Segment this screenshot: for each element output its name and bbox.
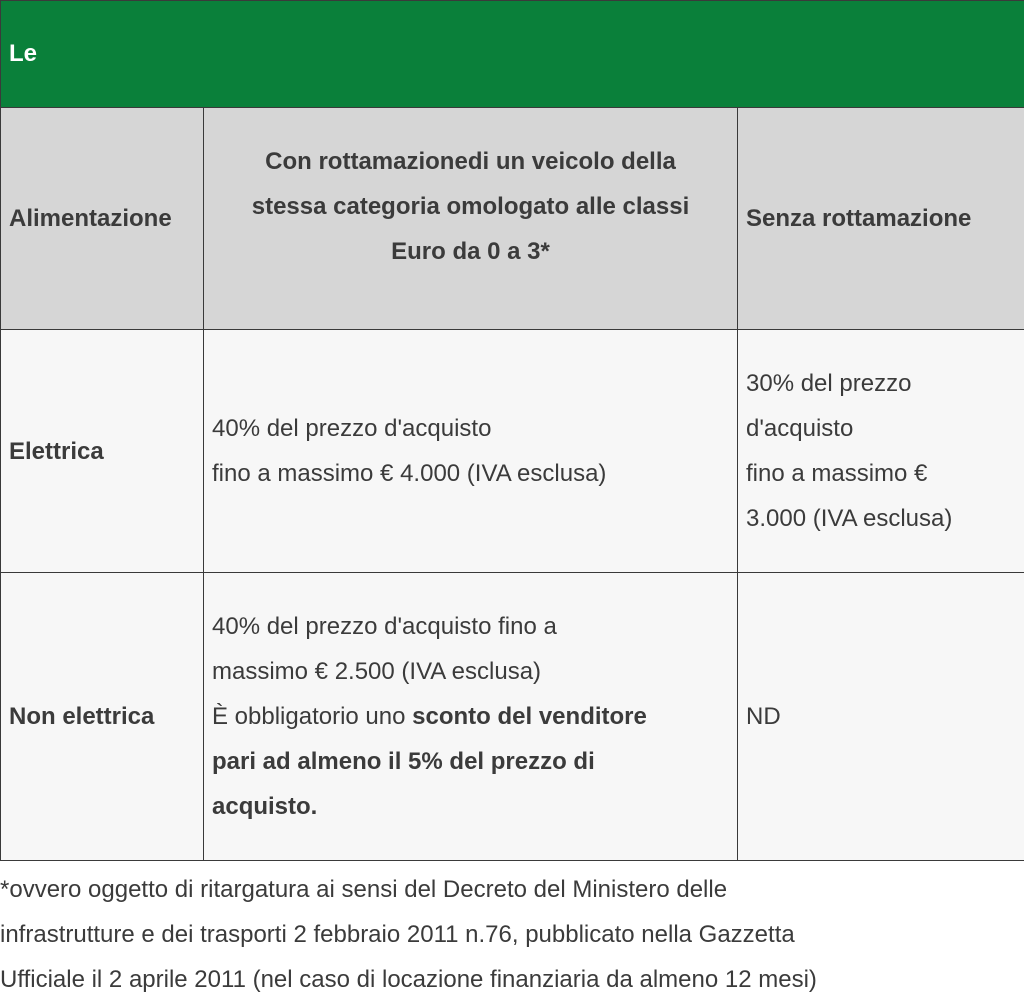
header-alimentazione: Alimentazione [1, 108, 204, 330]
cell-text-line: d'acquisto [746, 406, 1016, 451]
cell-text-line [212, 694, 729, 739]
header-con-rottamazione [204, 108, 738, 330]
footnote-line: *ovvero oggetto di ritargatura ai sensi del Decreto del Ministero delle [0, 867, 1024, 912]
cell-alimentazione-elettrica: Elettrica [1, 330, 204, 573]
cell-text-line: 40% del prezzo d'acquisto [212, 406, 729, 451]
cell-senza-rottamazione-non-elettrica: ND [738, 573, 1024, 861]
table-title-row [1, 1, 1024, 108]
cell-text-line: massimo € 2.500 (IVA esclusa) [212, 649, 729, 694]
cell-con-rottamazione-non-elettrica [204, 573, 738, 861]
table-row [1, 330, 1024, 573]
table-title: Le [1, 1, 1024, 108]
header-con-rottamazione-line: stessa categoria omologato alle classi [212, 184, 729, 229]
cell-senza-rottamazione-elettrica [738, 330, 1024, 573]
table-header-row [1, 108, 1024, 330]
header-con-rottamazione-line: Con rottamazionedi un veicolo della [212, 139, 729, 184]
header-senza-rottamazione: Senza rottamazione [738, 108, 1024, 330]
obligation-note-emphasis: pari ad almeno il 5% del prezzo di [212, 739, 729, 784]
table-row [1, 573, 1024, 861]
footnote-line: infrastrutture e dei trasporti 2 febbraio 2011 n.76, pubblicato nella Gazzetta [0, 912, 1024, 957]
footnote [0, 861, 1024, 1002]
obligation-note-emphasis: acquisto. [212, 784, 729, 829]
footnote-line: Ufficiale il 2 aprile 2011 (nel caso di locazione finanziaria da almeno 12 mesi) [0, 957, 1024, 1002]
cell-text-line: 3.000 (IVA esclusa) [746, 496, 1016, 541]
obligation-note-emphasis: sconto del venditore [412, 703, 647, 730]
header-con-rottamazione-line: Euro da 0 a 3* [212, 229, 729, 274]
obligation-note-prefix: È obbligatorio uno [212, 703, 412, 730]
cell-alimentazione-non-elettrica: Non elettrica [1, 573, 204, 861]
cell-text-line: fino a massimo € [746, 451, 1016, 496]
cell-text-line: 40% del prezzo d'acquisto fino a [212, 604, 729, 649]
cell-con-rottamazione-elettrica [204, 330, 738, 573]
cell-text-line: fino a massimo € 4.000 (IVA esclusa) [212, 451, 729, 496]
cell-text-line: 30% del prezzo [746, 361, 1016, 406]
